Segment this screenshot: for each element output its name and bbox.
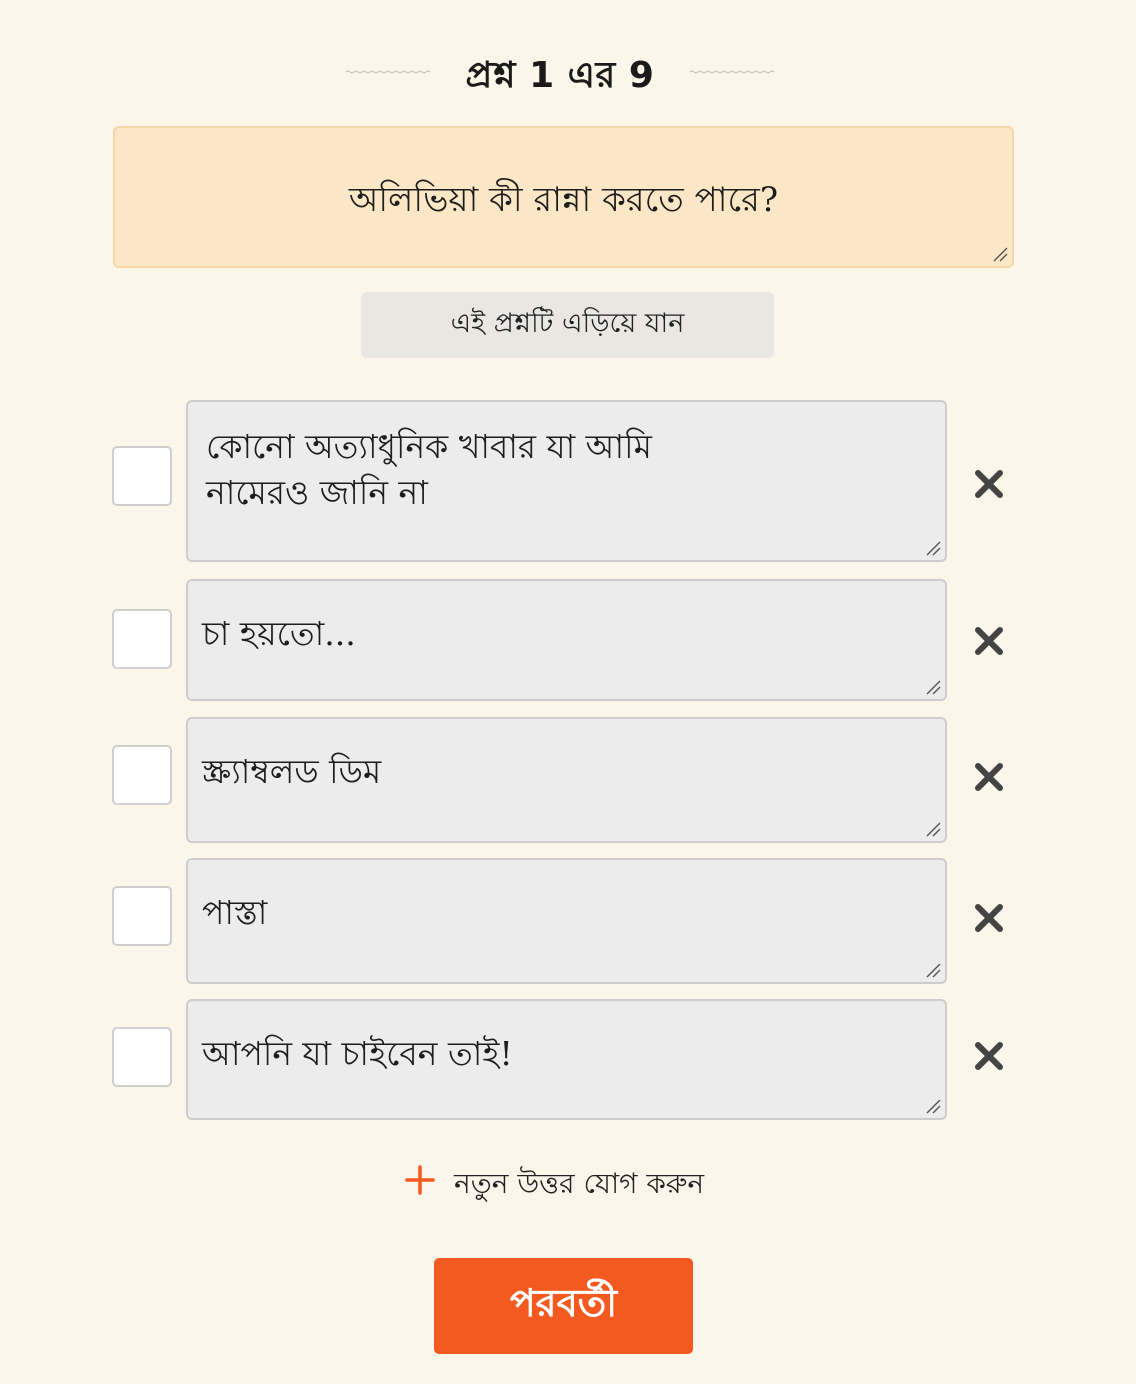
answer-textarea[interactable] [186, 579, 947, 701]
next-button[interactable]: পরবর্তী [434, 1258, 693, 1354]
answer-checkbox[interactable] [112, 886, 172, 946]
answer-checkbox[interactable] [112, 446, 172, 506]
remove-answer-icon[interactable] [973, 625, 1005, 657]
answer-row [0, 858, 1136, 984]
resize-grip-icon[interactable] [925, 821, 941, 837]
answer-checkbox[interactable] [112, 745, 172, 805]
progress-header [0, 42, 1136, 102]
skip-question-button[interactable]: এই প্রশ্নটি এড়িয়ে যান [361, 292, 774, 358]
resize-grip-icon[interactable] [925, 540, 941, 556]
answer-text: স্ক্র্যাম্বলড ডিম [202, 752, 382, 791]
answer-row [0, 579, 1136, 701]
answer-text: পাস্তা [202, 893, 268, 932]
decorative-squiggle-left [346, 70, 430, 74]
decorative-squiggle-right [690, 70, 776, 74]
answer-textarea[interactable] [186, 999, 947, 1120]
answer-checkbox[interactable] [112, 1027, 172, 1087]
answer-text: আপনি যা চাইবেন তাই! [202, 1034, 513, 1073]
answer-row [0, 400, 1136, 562]
answer-text: কোনো অত্যাধুনিক খাবার যা আমি নামেরও জানি না [206, 427, 652, 512]
answer-textarea[interactable] [186, 858, 947, 984]
add-answer-label: নতুন উত্তর যোগ করুন [454, 1167, 705, 1200]
remove-answer-icon[interactable] [973, 468, 1005, 500]
remove-answer-icon[interactable] [973, 1040, 1005, 1072]
answer-checkbox[interactable] [112, 609, 172, 669]
resize-grip-icon[interactable] [925, 679, 941, 695]
plus-icon [404, 1164, 436, 1196]
answer-textarea[interactable] [186, 400, 947, 562]
remove-answer-icon[interactable] [973, 761, 1005, 793]
answer-textarea[interactable] [186, 717, 947, 843]
question-text: অলিভিয়া কী রান্না করতে পারে? [348, 180, 779, 220]
resize-grip-icon[interactable] [992, 246, 1008, 262]
remove-answer-icon[interactable] [973, 902, 1005, 934]
question-counter: প্রশ্ন 1 এর 9 [465, 55, 655, 96]
answer-text: চা হয়তো... [202, 614, 356, 653]
resize-grip-icon[interactable] [925, 1098, 941, 1114]
answer-row [0, 999, 1136, 1120]
resize-grip-icon[interactable] [925, 962, 941, 978]
answer-row [0, 717, 1136, 843]
question-textarea[interactable] [113, 126, 1014, 268]
